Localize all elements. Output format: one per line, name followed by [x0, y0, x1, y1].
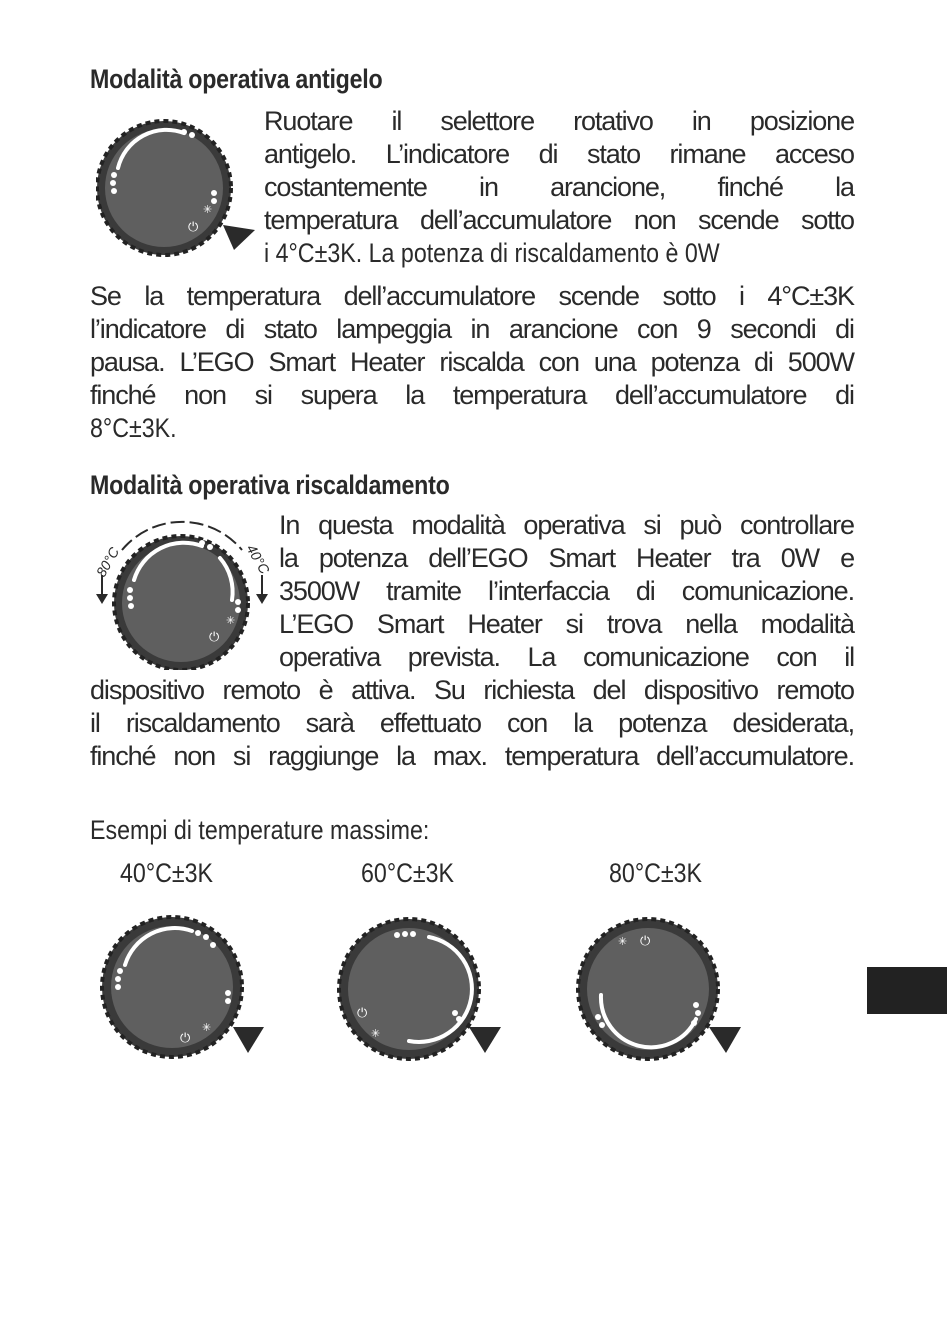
- page-tab-marker: [867, 967, 947, 1014]
- riscaldamento-paragraph: [90, 674, 854, 773]
- word: Ruotare: [264, 106, 353, 136]
- word: comunicazione.: [681, 576, 854, 606]
- word: è: [318, 675, 333, 705]
- word: effettuato: [379, 708, 481, 738]
- examples-title: Esempi di temperature massime:: [90, 815, 430, 845]
- word: Heater: [467, 609, 542, 639]
- word: modalità: [760, 609, 854, 639]
- word: Heater: [349, 347, 425, 377]
- word: rimane: [669, 139, 746, 169]
- word: prevista.: [407, 642, 500, 672]
- text-line: [279, 542, 854, 575]
- word: l’indicatore: [90, 314, 206, 344]
- word: desiderata,: [732, 708, 854, 738]
- word: arancione: [508, 314, 618, 344]
- word: costantemente: [264, 172, 427, 202]
- word: stato: [586, 139, 641, 169]
- text-line: [90, 280, 854, 313]
- word: la: [405, 380, 425, 410]
- section-title-riscaldamento: Modalità operativa riscaldamento: [90, 470, 450, 500]
- word: scende: [698, 205, 779, 235]
- svg-text:⏻: ⏻: [640, 934, 651, 949]
- dial-riscaldamento-icon: [92, 510, 277, 670]
- word: nella: [685, 609, 737, 639]
- word: Smart: [376, 609, 444, 639]
- word: Smart: [548, 543, 616, 573]
- section-title-antigelo: Modalità operativa antigelo: [90, 64, 383, 94]
- word: di: [635, 576, 655, 606]
- text-line: [279, 575, 854, 608]
- word: e: [840, 543, 854, 573]
- word: finché: [717, 172, 783, 202]
- word: in: [691, 106, 711, 136]
- dial-antigelo-icon: [96, 113, 256, 263]
- text-line: [279, 509, 854, 542]
- word: la: [279, 543, 298, 573]
- word: una: [593, 347, 636, 377]
- word: pausa.: [90, 347, 165, 377]
- svg-text:⏻: ⏻: [188, 220, 199, 235]
- dial-example-40-icon: [100, 915, 270, 1065]
- word: con: [776, 642, 817, 672]
- word: rotativo: [573, 106, 653, 136]
- word: L’EGO: [279, 609, 354, 639]
- example-label-40: 40°C±3K: [120, 858, 214, 888]
- word: potenza: [650, 347, 739, 377]
- word: dell’accumulatore.: [656, 741, 854, 771]
- text-line: [90, 740, 854, 773]
- word: di: [225, 314, 245, 344]
- word: antigelo.: [264, 139, 357, 169]
- word: Smart: [268, 347, 335, 377]
- word: controllare: [739, 510, 854, 540]
- word: arancione,: [550, 172, 666, 202]
- word: di: [835, 314, 854, 344]
- word: la: [835, 172, 854, 202]
- antigelo-paragraph-last: 8°C±3K.: [90, 413, 177, 443]
- word: 4°C±3K: [767, 281, 854, 311]
- word: lampeggia: [336, 314, 451, 344]
- word: dispositivo: [643, 675, 758, 705]
- text-line: [264, 138, 854, 171]
- range-low-label: 80°C: [92, 544, 123, 580]
- dial-example-60-icon: [337, 915, 507, 1065]
- word: Su: [433, 675, 465, 705]
- svg-text:✳: ✳: [226, 614, 236, 627]
- word: riscaldamento: [125, 708, 280, 738]
- word: In: [279, 510, 300, 540]
- word: dell’accumulatore: [343, 281, 536, 311]
- word: supera: [300, 380, 377, 410]
- text-line: [90, 674, 854, 707]
- word: finché: [90, 380, 156, 410]
- word: L’EGO: [179, 347, 254, 377]
- word: selettore: [440, 106, 534, 136]
- word: remoto: [776, 675, 854, 705]
- example-label-60: 60°C±3K: [361, 858, 455, 888]
- word: comunicazione: [582, 642, 749, 672]
- word: la: [144, 281, 164, 311]
- example-label-80: 80°C±3K: [609, 858, 703, 888]
- word: con: [637, 314, 678, 344]
- svg-text:✳: ✳: [371, 1027, 381, 1040]
- word: 0W: [780, 543, 820, 573]
- word: temperatura: [186, 281, 321, 311]
- svg-text:⏻: ⏻: [357, 1006, 368, 1021]
- word: riscalda: [439, 347, 524, 377]
- word: posizione: [749, 106, 854, 136]
- text-line: [90, 379, 854, 412]
- svg-text:✳: ✳: [203, 203, 213, 216]
- word: finché: [90, 741, 156, 771]
- word: potenza: [318, 543, 408, 573]
- word: dell’EGO: [428, 543, 528, 573]
- word: dell’accumulatore: [615, 380, 807, 410]
- word: con: [538, 347, 579, 377]
- svg-text:⏻: ⏻: [180, 1031, 191, 1046]
- word: la: [573, 708, 593, 738]
- word: 500W: [787, 347, 854, 377]
- word: il: [391, 106, 402, 136]
- word: sotto: [800, 205, 854, 235]
- text-line: [279, 608, 854, 641]
- word: sotto: [662, 281, 716, 311]
- word: dell’accumulatore: [419, 205, 612, 235]
- word: secondi: [730, 314, 816, 344]
- word: potenza: [618, 708, 707, 738]
- text-line: [90, 707, 854, 740]
- text-line: [90, 346, 854, 379]
- svg-text:✳: ✳: [202, 1021, 212, 1034]
- word: del: [592, 675, 626, 705]
- word: può: [679, 510, 722, 540]
- word: temperatura: [452, 380, 587, 410]
- word: di: [753, 347, 773, 377]
- word: il: [844, 642, 854, 672]
- word: operativa: [279, 642, 381, 672]
- word: si: [232, 741, 251, 771]
- svg-text:✳: ✳: [618, 935, 628, 948]
- word: remoto: [222, 675, 300, 705]
- word: la: [396, 741, 415, 771]
- word: La: [527, 642, 556, 672]
- word: max.: [432, 741, 487, 771]
- word: temperatura: [264, 205, 398, 235]
- text-line: [279, 641, 854, 674]
- word: si: [565, 609, 583, 639]
- word: richiesta: [483, 675, 575, 705]
- word: questa: [318, 510, 393, 540]
- word: con: [506, 708, 548, 738]
- word: Se: [90, 281, 121, 311]
- word: non: [633, 205, 676, 235]
- dial-example-80-icon: [576, 915, 746, 1065]
- word: scende: [558, 281, 639, 311]
- word: di: [835, 380, 854, 410]
- svg-text:⏻: ⏻: [209, 630, 220, 645]
- word: L’indicatore: [385, 139, 510, 169]
- word: tra: [731, 543, 760, 573]
- word: si: [254, 380, 272, 410]
- word: in: [479, 172, 498, 202]
- word: di: [538, 139, 558, 169]
- word: stato: [263, 314, 317, 344]
- word: non: [173, 741, 216, 771]
- antigelo-text-last: i 4°C±3K. La potenza di riscaldamento è 0W: [264, 238, 720, 268]
- text-line: [90, 313, 854, 346]
- word: sarà: [305, 708, 354, 738]
- word: 9: [696, 314, 711, 344]
- word: tramite: [386, 576, 461, 606]
- antigelo-paragraph: [90, 280, 854, 445]
- riscaldamento-wrap-text: [279, 509, 854, 674]
- word: trova: [606, 609, 662, 639]
- text-line: [264, 171, 854, 204]
- word: il: [90, 708, 100, 738]
- word: 3500W: [279, 576, 360, 606]
- antigelo-wrap-text: [264, 105, 854, 270]
- text-line: [264, 204, 854, 237]
- word: in: [470, 314, 490, 344]
- word: Heater: [636, 543, 711, 573]
- word: modalità: [411, 510, 505, 540]
- word: operativa: [523, 510, 625, 540]
- range-high-label: 40°C: [243, 541, 273, 577]
- word: i: [738, 281, 744, 311]
- word: dispositivo: [90, 675, 204, 705]
- word: si: [643, 510, 661, 540]
- text-line: [264, 105, 854, 138]
- word: acceso: [774, 139, 854, 169]
- word: raggiunge: [268, 741, 379, 771]
- word: non: [184, 380, 226, 410]
- word: attiva.: [351, 675, 416, 705]
- word: l’interfaccia: [488, 576, 609, 606]
- word: temperatura: [504, 741, 639, 771]
